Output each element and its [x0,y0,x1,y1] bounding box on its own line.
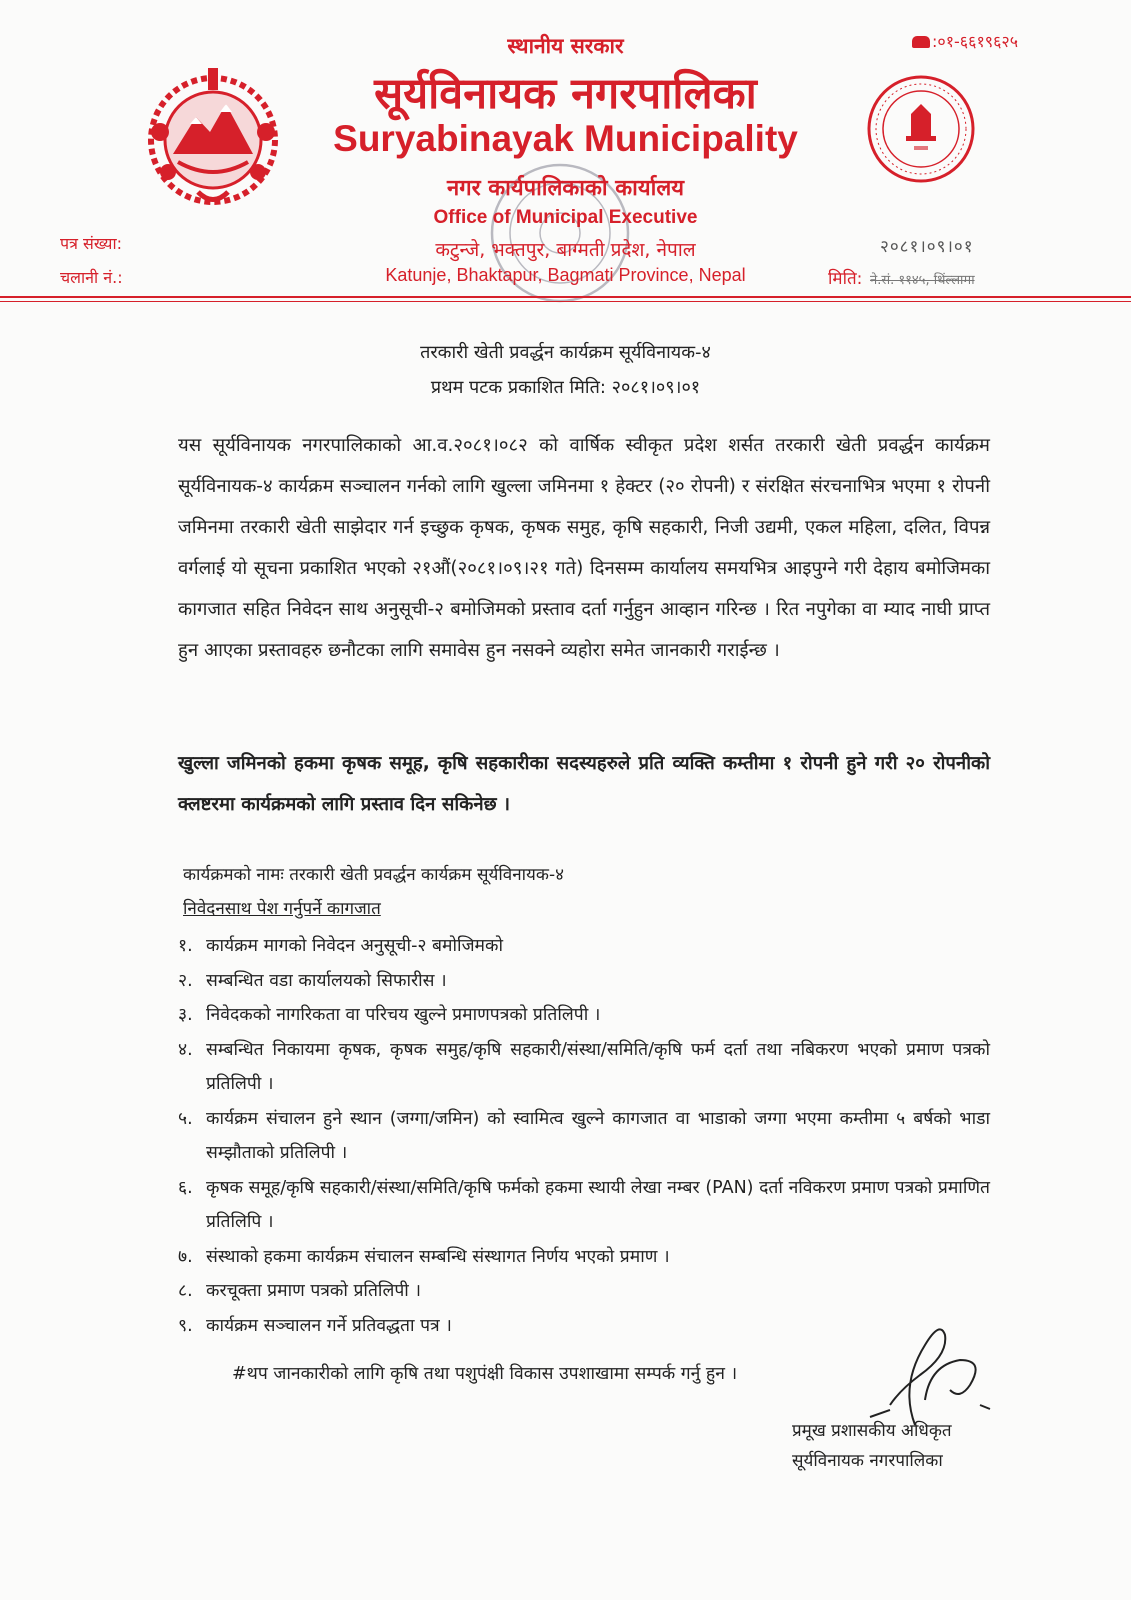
item-text: सम्बन्धित वडा कार्यालयको सिफारीस । [206,970,447,991]
list-item [178,1171,990,1240]
list-item [178,1240,990,1275]
municipality-name-nepali: सूर्यविनायक नगरपालिका [374,69,757,119]
list-item [178,1274,990,1309]
list-item [178,929,990,964]
notice-paragraph: यस सूर्यविनायक नगरपालिकाको आ.व.२०८१।०८२ को वार्षिक स्वीकृत प्रदेश शर्सत तरकारी खेती प्रवर्द्धन कार्यक्रम सूर्यविनायक-४ कार्यक्रम सञ्चालन गर्नको लागि खुल्ला जमिनमा १ हेक्टर (२० रोपनी) र संरक्षित संरचनाभित्र भएमा १ रोपनी जमिनमा तरकारी खेती साझेदार गर्न इच्छुक कृषक, कृषक समुह, कृषि सहकारी, निजी उद्यमी, एकल महिला, दलित, विपन्न वर्गलाई यो सूचना प्रकाशित भएको २१औं(२०८१।०९।२१ गते) दिनसम्म कार्यालय समयभित्र आइपुग्ने गरी देहाय बमोजिमका कागजात सहित निवेदन साथ अनुसूची-२ बमोजिमको प्रस्ताव दर्ता गर्नुहुन आव्हान गरिन्छ । रित नपुगेका वा म्याद नाघी प्राप्त हुन आएका प्रस्तावहरु छनौटका लागि समावेस हुन नसक्ने व्यहोरा समेत जानकारी गराईन्छ । [178,435,990,661]
item-text: सम्बन्धित निकायमा कृषक, कृषक समुह/कृषि सहकारी/संस्था/समिति/कृषि फर्म दर्ता तथा नबिकरण भएको प्रमाण पत्रको प्रतिलिपी । [206,1039,990,1094]
item-number: ७. [178,1246,193,1267]
municipality-name-english: Suryabinayak Municipality [333,118,798,159]
signatory-title: प्रमूख प्रशासकीय अधिकृत [792,1421,952,1441]
item-text: कार्यक्रम संचालन हुने स्थान (जग्गा/जमिन) को स्वामित्व खुल्ने कागजात वा भाडाको जग्गा भएमा कम्तीमा ५ बर्षको भाडा सम्झौताको प्रतिलिपी । [206,1108,990,1163]
item-text: कार्यक्रम मागको निवेदन अनुसूची-२ बमोजिमको [206,936,503,956]
list-item [178,964,990,999]
notice-paragraph-bold: खुल्ला जमिनको हकमा कृषक समूह, कृषि सहकारीका सदस्यहरुले प्रति व्यक्ति कम्तीमा १ रोपनी हुने गरी २० रोपनीको क्लष्टरमा कार्यक्रमको लागि प्रस्ताव दिन सकिनेछ । [178,753,990,815]
item-text: कार्यक्रम सञ्चालन गर्ने प्रतिवद्धता पत्र । [206,1315,452,1336]
signatory-office: सूर्यविनायक नगरपालिका [792,1451,943,1471]
item-number: ३. [178,1005,193,1025]
list-item [178,1033,990,1102]
letter-date: २०८१।०९।०१ [880,237,974,257]
address-nepali: कटुन्जे, भक्तपुर, बाग्मती प्रदेश, नेपाल [435,239,696,261]
item-text: कृषक समूह/कृषि सहकारी/संस्था/समिति/कृषि फर्मको हकमा स्थायी लेखा नम्बर (PAN) दर्ता नविकरण प्रमाण पत्रको प्रमाणित प्रतिलिपि । [206,1177,990,1232]
signature-icon [830,1305,1000,1435]
item-text: संस्थाको हकमा कार्यक्रम संचालन सम्बन्धि संस्थागत निर्णय भएको प्रमाण । [206,1246,670,1267]
letter-number-label: पत्र संख्या: [60,234,122,253]
office-name-nepali: नगर कार्यपालिकाको कार्यालय [447,176,684,201]
documents-list [178,929,990,1343]
item-text: करचूक्ता प्रमाण पत्रको प्रतिलिपी । [206,1281,421,1301]
item-text: निवेदकको नागरिकता वा परिचय खुल्ने प्रमाणपत्रको प्रतिलिपी । [206,1005,601,1025]
documents-heading: निवेदनसाथ पेश गर्नुपर्ने कागजात [183,899,381,919]
contact-note: #थप जानकारीको लागि कृषि तथा पशुपंक्षी विकास उपशाखामा सम्पर्क गर्नु हुन । [232,1364,738,1384]
date-label: मिति: [828,269,863,289]
nepal-sambat-date: ने.सं. ११४५, थिंल्लामा [870,273,975,288]
address-english: Katunje, Bhaktapur, Bagmati Province, Nepal [385,265,746,285]
item-number: ६. [178,1177,193,1198]
header-divider-thin [0,301,1131,302]
published-date: प्रथम पटक प्रकाशित मिति: २०८१।०९।०१ [430,377,701,398]
item-number: ४. [178,1039,193,1060]
dispatch-number-label: चलानी नं.: [60,268,123,287]
office-name-english: Office of Municipal Executive [433,207,698,228]
header-divider [0,296,1131,298]
list-item [178,998,990,1033]
item-number: १. [178,936,193,956]
item-number: २. [178,970,193,991]
item-number: ८. [178,1281,193,1301]
local-government-label: स्थानीय सरकार [507,34,624,58]
phone-text: :०१-६६१९६२५ [932,32,1019,51]
program-name: कार्यक्रमको नामः तरकारी खेती प्रवर्द्धन कार्यक्रम सूर्यविनायक-४ [183,865,564,885]
item-number: ५. [178,1108,193,1129]
notice-title: तरकारी खेती प्रवर्द्धन कार्यक्रम सूर्यविनायक-४ [420,342,711,363]
list-item [178,1102,990,1171]
item-number: ९. [178,1315,193,1336]
